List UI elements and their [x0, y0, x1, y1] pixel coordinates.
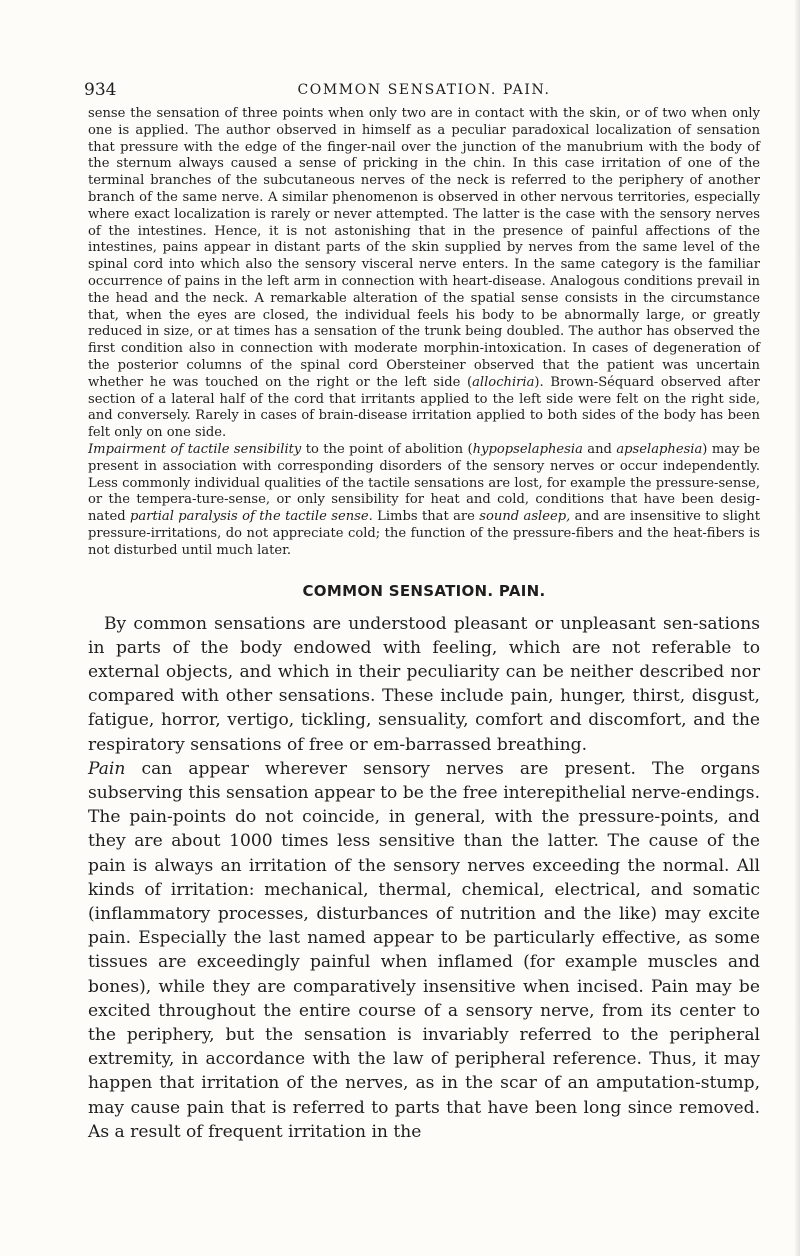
intro-p2-c: ) may be present in association with corresponding disorders of the sensory nerves or occur independently. Less commonly individual qualities of the tactile sensations are lost, for example the pressure-sense, or the tempera-ture-sense, or only sensibility for heat and cold, conditions that have been desig-nated: [88, 441, 761, 525]
pain-term: Pain: [88, 758, 126, 779]
section-p2-text: can appear wherever sensory nerves are present. The organs subserving this sensation appear to be the free interepithelial nerve-endings. The pain-points do not coincide, in general, with the pressure-points, and they are about 1000 times less sensitive than the latter. The cause of the pain is always an irritation of the sensory nerves exceeding the normal. All kinds of irritation: mechanical, thermal, chemical, electrical, and somatic (inflammatory processes, disturbances of nutrition and the like) may excite pain. Especially the last named appear to be particularly effective, as some tissues are exceedingly painful when inflamed (for example muscles and bones), while they are comparatively insensitive when incised. Pain may be excited throughout the entire course of a sensory nerve, from its center to the periphery, but the sensation is invariably referred to the peripheral extremity, in accordance with the law of peripheral reference. Thus, it may happen that irritation of the nerves, as in the scar of an amputation-stump, may cause pain that is referred to parts that have been long since removed. As a result of frequent irritation in the: [88, 758, 760, 1142]
section-text: [88, 612, 760, 1144]
intro-paragraph-1: [88, 106, 760, 442]
allochiria-term: allochiria: [472, 374, 535, 390]
hypopselaphesia-term: hypopselaphesia: [472, 441, 583, 457]
page-edge-shadow: [794, 0, 800, 1256]
intro-text: [88, 106, 760, 560]
section-paragraph-1: By common sensations are understood pleasant or unpleasant sen-sations in parts of the body endowed with feeling, which are not referable to external objects, and which in their peculiarity can be neither described nor compared with other sensations. These include pain, hunger, thirst, disgust, fatigue, horror, vertigo, tickling, sensuality, comfort and discomfort, and the respiratory sensations of free or em-barrassed breathing.: [88, 613, 760, 755]
section-paragraph-2: [88, 757, 760, 1144]
page-number: 934: [84, 80, 117, 100]
intro-p2-a: to the point of abolition (: [301, 441, 473, 457]
intro-p2-e: and are insensitive to slight pressure-irritations, do not appreciate cold; the function of the pressure-fibers and the heat-fibers is not disturbed until much later.: [88, 509, 760, 558]
section-heading: COMMON SENSATION. PAIN.: [302, 581, 546, 600]
book-page: [84, 80, 761, 1144]
running-title: COMMON SENSATION. PAIN.: [297, 82, 551, 98]
intro-p2-d: Limbs that are: [372, 509, 480, 525]
intro-paragraph-2: [88, 442, 760, 560]
intro-p2-b: and: [582, 441, 617, 457]
intro-p1-text: sense the sensation of three points when only two are in contact with the skin, or of two when only one is applied. The author observed in himself as a peculiar paradoxical localization of sensation that pressure with the edge of the finger-nail over the junction of the manubrium with the body of the sternum always caused a sense of pricking in the chin. In this case irritation of one of the terminal branches of the subcutaneous nerves of the neck is referred to the periphery of another branch of the same nerve. A similar phenomenon is observed in other nervous territories, especially where exact localization is rarely or never attempted. The latter is the case with the sensory nerves of the intestines. Hence, it is not astonishing that in the presence of painful affections of the intestines, pains appear in distant parts of the skin supplied by nerves from the same level of the spinal cord into which also the sensory visceral nerve enters. In the same category is the familiar occurrence of pains in the left arm in connection with heart-disease. Analogous conditions prevail in the head and the neck. A remarkable alteration of the spatial sense consists in the circumstance that, when the eyes are closed, the individual feels his body to be abnormally large, or greatly reduced in size, or at times has a sensation of the trunk being doubled. The author has observed the first condition also in connection with moderate morphin-intoxication. In cases of degeneration of the posterior columns of the spinal cord Obersteiner observed that the patient was uncertain whether he was touched on the right or the left side (: [88, 106, 760, 390]
impairment-term: Impairment of tactile sensibility: [88, 441, 302, 457]
apselaphesia-term: apselaphesia: [616, 441, 703, 457]
running-head: [84, 80, 760, 106]
partial-paralysis-term: partial paralysis of the tactile sense.: [130, 509, 373, 525]
sound-asleep-term: sound asleep,: [479, 509, 571, 525]
intro-p1-tail: ). Brown-Séquard observed after section of a lateral half of the cord that irritants applied to the left side were felt on the right side, and conversely. Rarely in cases of brain-disease irritation applied to both sides of the body has been felt only on one side.: [88, 374, 760, 441]
